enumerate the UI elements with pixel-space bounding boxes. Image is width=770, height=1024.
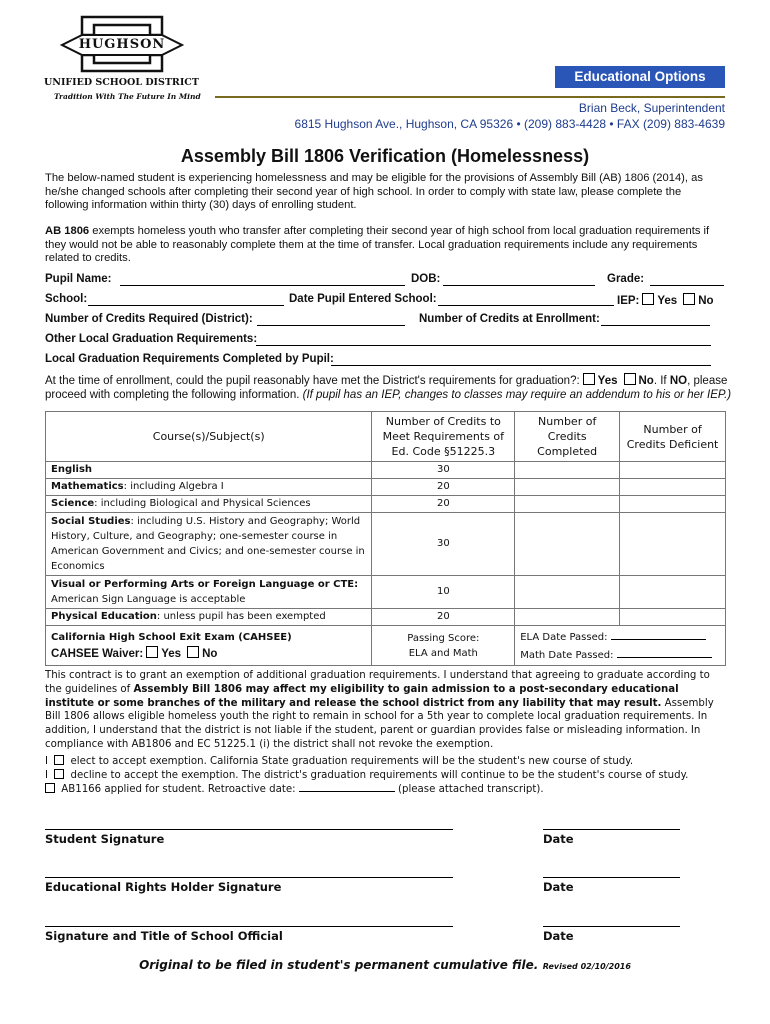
local-completed-field[interactable] — [331, 365, 711, 366]
accept-checkbox[interactable] — [54, 755, 64, 765]
course-name: Social Studies — [51, 516, 131, 527]
enrollment-question-text: At the time of enrollment, could the pupil reasonably have met the District's requirements for graduation?: — [45, 375, 580, 387]
ab1806-text: exempts homeless youth who transfer after completing their second year of high school from local graduation requirements if they would not be able to reasonably complete them at the time of transfer. Local graduation requirements include any requirements related to credits. — [45, 225, 710, 264]
other-requirements-label: Other Local Graduation Requirements: — [45, 333, 258, 345]
rights-holder-signature-label: Educational Rights Holder Signature — [45, 880, 282, 894]
grade-label: Grade: — [607, 273, 645, 285]
course-desc: : including Biological and Physical Sciences — [94, 498, 311, 509]
official-signature-label: Signature and Title of School Official — [45, 929, 283, 943]
cahsee-waiver-row — [51, 646, 366, 662]
contract-text-bold: Assembly Bill 1806 may affect my eligibility to gain admission to a post-secondary educational institute or some branches of the military and release the school district from any liability that may result. — [45, 683, 679, 709]
option-ab1166-after: (please attached transcript). — [394, 784, 544, 795]
option-accept — [45, 755, 735, 769]
credits-deficient-cell[interactable] — [620, 576, 726, 609]
iep-yes-checkbox[interactable] — [642, 293, 654, 305]
enrollment-yes-label: Yes — [597, 375, 618, 387]
cahsee-yes-label: Yes — [161, 647, 182, 660]
official-signature-line[interactable] — [45, 926, 453, 927]
credits-required-label: Number of Credits Required (District): — [45, 313, 253, 325]
course-name: Physical Education — [51, 611, 157, 622]
rights-holder-date-label: Date — [543, 880, 574, 894]
option-accept-text: elect to accept exemption. California State graduation requirements will be the student's new course of study. — [70, 756, 634, 767]
district-address: 6815 Hughson Ave., Hughson, CA 95326 • (209) 883-4428 • FAX (209) 883-4639 — [294, 117, 725, 131]
rights-holder-signature-line[interactable] — [45, 877, 453, 878]
table-row — [46, 609, 726, 626]
table-row — [46, 462, 726, 479]
cahsee-row — [46, 626, 726, 666]
enrollment-line2: proceed with completing the following information. — [45, 389, 303, 401]
contract-paragraph — [45, 669, 727, 752]
credits-enrollment-label: Number of Credits at Enrollment: — [419, 313, 600, 325]
option-decline — [45, 769, 735, 783]
footer-note: Original to be filed in student's permanent cumulative file. — [139, 958, 539, 972]
student-date-line[interactable] — [543, 829, 680, 830]
course-desc: : including U.S. History and Geography; World History, Culture, and Geography; one-semester course in American Government and Civics; and one-semester course in Economics — [51, 516, 365, 572]
pupil-name-field[interactable] — [120, 285, 405, 286]
school-field[interactable] — [88, 305, 284, 306]
course-requirements-table — [45, 411, 726, 666]
course-credits: 30 — [372, 462, 515, 479]
official-date-line[interactable] — [543, 926, 680, 927]
course-desc: : including Algebra I — [123, 481, 224, 492]
decline-checkbox[interactable] — [54, 769, 64, 779]
iep-no-label: No — [698, 295, 714, 307]
logo-text: HUGHSON — [78, 37, 166, 52]
cahsee-title: California High School Exit Exam (CAHSEE) — [51, 631, 292, 643]
option-prefix: I — [45, 756, 49, 767]
enrollment-no-bold: NO — [669, 375, 688, 387]
date-entered-label: Date Pupil Entered School: — [289, 293, 437, 305]
footer-revised: Revised 02/10/2016 — [542, 962, 631, 971]
pupil-name-label: Pupil Name: — [45, 273, 112, 285]
iep-label: IEP: — [617, 295, 640, 307]
enrollment-iep-note: (If pupil has an IEP, changes to classes may require an addendum to his or her IEP.) — [302, 389, 732, 401]
cahsee-no-checkbox[interactable] — [187, 646, 199, 658]
passing-score-label: Passing Score: — [407, 632, 480, 644]
credits-completed-cell[interactable] — [515, 576, 620, 609]
student-signature-label: Student Signature — [45, 832, 165, 846]
table-row — [46, 513, 726, 576]
table-row — [46, 576, 726, 609]
enrollment-no-checkbox[interactable] — [624, 373, 636, 385]
superintendent: Brian Beck, Superintendent — [578, 101, 725, 115]
col-header-credits-deficient: Number of Credits Deficient — [620, 412, 726, 462]
rights-holder-date-line[interactable] — [543, 877, 680, 878]
option-prefix: I — [45, 769, 49, 781]
student-signature-line[interactable] — [45, 829, 453, 830]
course-name: English — [51, 464, 93, 475]
student-date-label: Date — [543, 832, 574, 846]
credits-completed-cell[interactable] — [515, 479, 620, 496]
program-badge: Educational Options — [555, 66, 725, 88]
ela-date-label: ELA Date Passed: — [520, 631, 608, 643]
ela-date-row — [520, 628, 720, 646]
footer — [0, 956, 770, 974]
col-header-credits-completed: Number of Credits Completed — [515, 412, 620, 462]
enrollment-question — [45, 373, 735, 402]
credits-deficient-cell[interactable] — [620, 479, 726, 496]
credits-completed-cell[interactable] — [515, 513, 620, 576]
ela-date-field[interactable] — [611, 628, 706, 640]
credits-completed-cell[interactable] — [515, 496, 620, 513]
district-name: UNIFIED SCHOOL DISTRICT — [44, 77, 199, 88]
course-name: Visual or Performing Arts or Foreign Language or CTE: — [51, 579, 359, 590]
col-header-credits-required: Number of Credits to Meet Requirements of Ed. Code §51225.3 — [372, 412, 515, 462]
date-entered-field[interactable] — [438, 305, 614, 306]
ab1806-paragraph — [45, 225, 727, 266]
form-title: Assembly Bill 1806 Verification (Homelessness) — [180, 146, 590, 166]
enrollment-if: . If — [653, 375, 670, 387]
exemption-options — [45, 755, 735, 797]
credits-deficient-cell[interactable] — [620, 513, 726, 576]
school-label: School: — [45, 293, 88, 305]
course-credits: 30 — [372, 513, 515, 576]
option-decline-text: decline to accept the exemption. The district's graduation requirements will continue to be the student's course of study. — [70, 769, 689, 781]
intro-paragraph: The below-named student is experiencing homelessness and may be eligible for the provisions of Assembly Bill (AB) 1806 (2014), as he/she changed schools after completing their second year of high school. In order to comply with state law, please complete the following information within thirty (30) days of enrolling student. — [45, 172, 703, 211]
credits-completed-cell[interactable] — [515, 609, 620, 626]
course-name: Mathematics — [51, 481, 124, 492]
credits-enrollment-field[interactable] — [601, 325, 710, 326]
credits-deficient-cell[interactable] — [620, 496, 726, 513]
course-desc: American Sign Language is acceptable — [51, 594, 246, 605]
official-date-label: Date — [543, 929, 574, 943]
course-credits: 20 — [372, 496, 515, 513]
iep-row — [617, 293, 714, 307]
grade-field[interactable] — [650, 285, 724, 286]
option-ab1166-text: AB1166 applied for student. Retroactive date: — [61, 784, 299, 795]
course-desc: : unless pupil has been exempted — [156, 611, 326, 622]
math-date-row — [520, 646, 720, 664]
credits-completed-cell[interactable] — [515, 462, 620, 479]
district-tagline: Tradition With The Future In Mind — [54, 92, 201, 101]
ab1166-checkbox[interactable] — [45, 783, 55, 793]
enrollment-no-label: No — [638, 375, 654, 387]
credits-deficient-cell[interactable] — [620, 609, 726, 626]
dob-label: DOB: — [411, 273, 441, 285]
table-row — [46, 479, 726, 496]
course-name: Science — [51, 498, 95, 509]
dob-field[interactable] — [443, 285, 595, 286]
ab1806-lead: AB 1806 — [45, 225, 90, 237]
district-logo — [42, 15, 202, 105]
math-date-field[interactable] — [617, 646, 712, 658]
course-credits: 20 — [372, 479, 515, 496]
header-divider — [215, 96, 725, 98]
math-date-label: Math Date Passed: — [520, 649, 614, 661]
local-completed-label: Local Graduation Requirements Completed by Pupil: — [45, 353, 334, 365]
contract-text-2: Assembly Bill 1806 allows eligible homeless youth the right to remain in school for a 5th year to complete local graduation requirements. In addition, I understand that the district is not liable if the student, parent or guardian provides false or misleading information. In compliance with AB1806 and EC 51225.1 (i) the district shall not revoke the exemption. — [45, 697, 714, 750]
table-header-row — [46, 412, 726, 462]
enrollment-yes-checkbox[interactable] — [583, 373, 595, 385]
contract-text-1: This contract is to grant an exemption of additional graduation requirements. I understand that agreeing to graduate according to the guidelines of — [45, 670, 710, 695]
course-credits: 10 — [372, 576, 515, 609]
iep-no-checkbox[interactable] — [683, 293, 695, 305]
credits-required-field[interactable] — [257, 325, 405, 326]
cahsee-yes-checkbox[interactable] — [146, 646, 158, 658]
option-ab1166 — [45, 782, 735, 797]
table-row — [46, 496, 726, 513]
retroactive-date-field[interactable] — [299, 782, 395, 792]
cahsee-no-label: No — [202, 647, 218, 660]
passing-score-subject: ELA and Math — [408, 647, 478, 659]
course-credits: 20 — [372, 609, 515, 626]
credits-deficient-cell[interactable] — [620, 462, 726, 479]
iep-yes-label: Yes — [657, 295, 678, 307]
cahsee-waiver-label: CAHSEE Waiver: — [51, 647, 144, 660]
enrollment-after: , please — [687, 375, 728, 387]
col-header-course: Course(s)/Subject(s) — [46, 412, 372, 462]
other-requirements-field[interactable] — [256, 345, 711, 346]
